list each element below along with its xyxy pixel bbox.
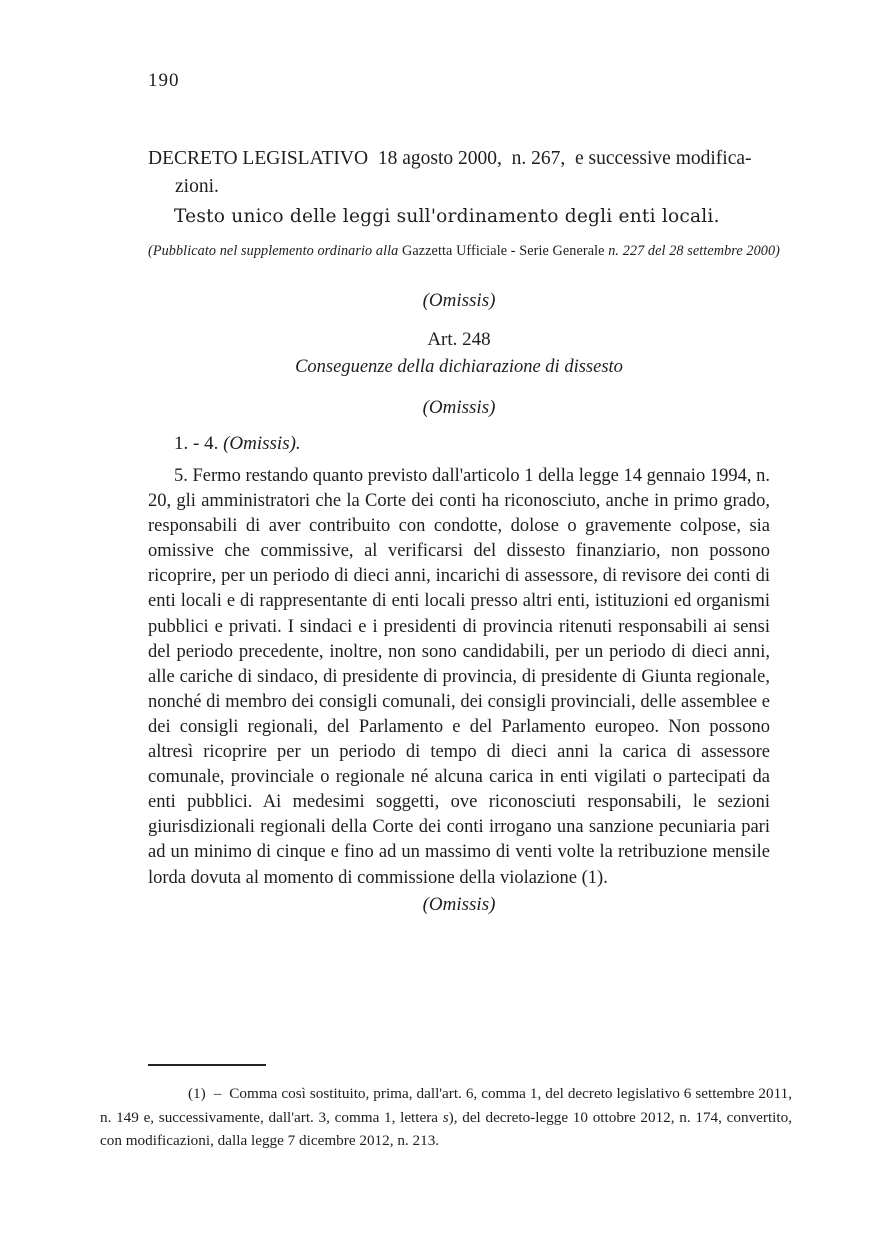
footnote-1-text-before: Comma così sostituito, prima, dall'art. 6, comma 1, del decreto legislativo 6 settembre 2011, n. 149 e, successivamente, dall'art. 3, comma 1, lettera bbox=[100, 1085, 792, 1126]
footnote-1-marker: (1) – bbox=[188, 1085, 230, 1102]
footnote-section bbox=[100, 1064, 792, 1153]
commi-1-4-range: 1. - 4. bbox=[174, 433, 224, 454]
article-title: Conseguenze della dichiarazione di dissesto bbox=[295, 357, 623, 377]
page-number: 190 bbox=[148, 70, 180, 91]
publication-note-prefix: (Pubblicato nel supplemento ordinario alla bbox=[148, 243, 403, 259]
commi-1-4-omissis: (Omissis). bbox=[223, 433, 301, 454]
footnote-1-letter-s: s bbox=[442, 1108, 449, 1126]
publication-note-suffix: n. 227 del 28 settembre 2000) bbox=[608, 243, 781, 259]
publication-note-journal: Gazzetta Ufficiale - Serie Generale bbox=[402, 243, 609, 259]
commi-1-4-line bbox=[148, 433, 770, 455]
comma-5-paragraph: 5. Fermo restando quanto previsto dall'articolo 1 della legge 14 gennaio 1994, n. 20, gli amministratori che la Corte dei conti ha riconosciuto, anche in primo grado, responsabili di aver contribuito con condotte, dolose o gravemente colpose, sia omissive che commissive, al verificarsi del dissesto finanziario, non possono ricoprire, per un periodo di dieci anni, incarichi di assessore, di revisore dei conti di enti locali e di rappresentante di enti locali presso altri enti, istituzioni ed organismi pubblici e privati. I sindaci e i presidenti di provincia ritenuti responsabili ai sensi del periodo precedente, inoltre, non sono candidabili, per un periodo di dieci anni, alle cariche di sindaco, di presidente di provincia, di presidente di Giunta regionale, nonché di membro dei consigli comunali, dei consigli provinciali, delle assemblee e dei consigli regionali, del Parlamento e del Parlamento europeo. Non possono altresì ricoprire per un periodo di tempo di dieci anni la carica di assessore comunale, provinciale o regionale né alcuna carica in enti vigilati o partecipati da enti pubblici. Ai medesimi soggetti, ove riconosciuti responsabili, le sezioni giurisdizionali regionali della Corte dei conti irrogano una sanzione pecuniaria pari ad un minimo di cinque e fino ad un massimo di venti volte la retribuzione mensile lorda dovuta al momento di commissione della violazione (1). bbox=[148, 466, 770, 888]
decree-subtitle: Testo unico delle leggi sull'ordinamento degli enti locali. bbox=[174, 206, 720, 227]
publication-note bbox=[148, 243, 781, 260]
footnote-separator-rule bbox=[148, 1064, 266, 1066]
decree-title bbox=[148, 145, 770, 201]
decree-title-line-1: DECRETO LEGISLATIVO 18 agosto 2000, n. 267, e successive modifica- bbox=[148, 148, 752, 169]
article-number: Art. 248 bbox=[427, 329, 491, 350]
footnote-1-text-after: ), del decreto-legge 10 ottobre 2012, n. 174, convertito, con modificazioni, dalla legge 7 dicembre 2012, n. 213. bbox=[100, 1108, 793, 1149]
main-text-column bbox=[148, 0, 781, 916]
omissis-marker-2: (Omissis) bbox=[422, 397, 496, 418]
footnote-1 bbox=[100, 1082, 792, 1153]
decree-title-line-2: zioni. bbox=[175, 176, 219, 197]
omissis-marker-1: (Omissis) bbox=[422, 290, 496, 311]
omissis-marker-3: (Omissis) bbox=[422, 893, 496, 915]
